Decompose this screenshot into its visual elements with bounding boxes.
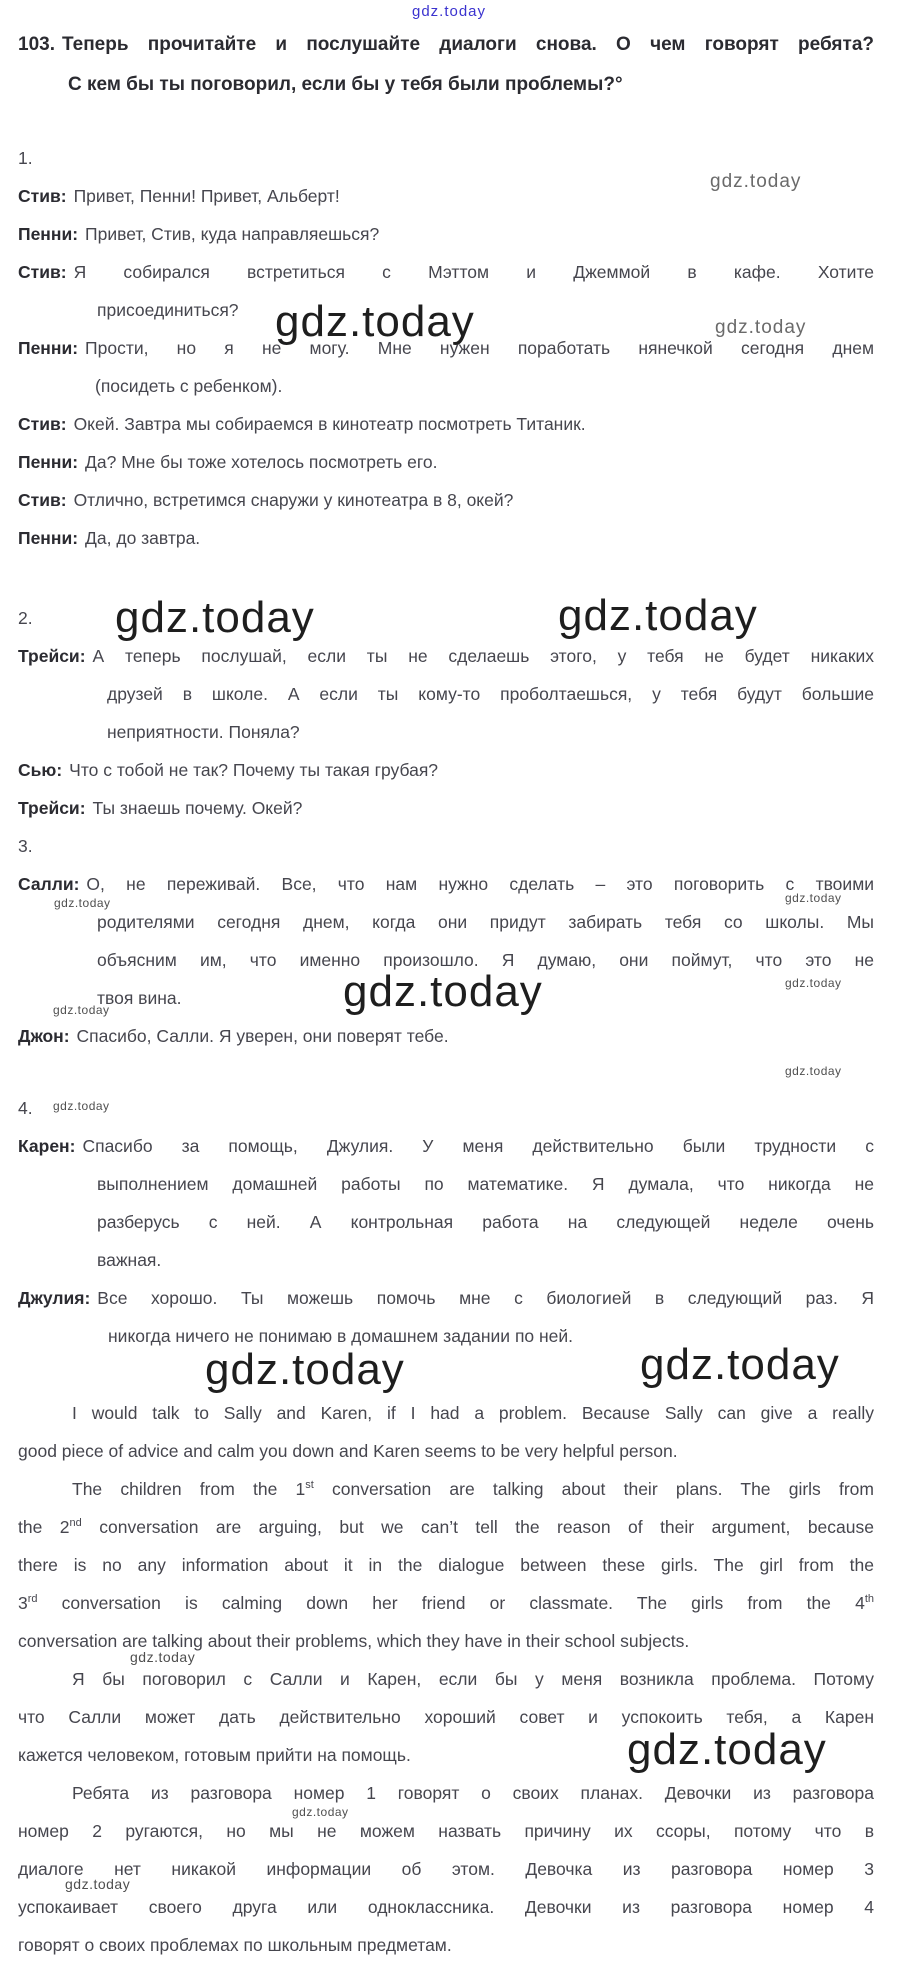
task-title-line1: 103. Теперь прочитайте и послушайте диалоги снова. О чем говорят ребята? <box>18 34 874 55</box>
turn-continuation: объясним им, что именно произошло. Я думаю, они поймут, что это не <box>97 950 874 970</box>
task-title-line2: С кем бы ты поговорил, если бы у тебя были проблемы?° <box>68 74 623 95</box>
speaker-name: Пенни: <box>18 452 79 472</box>
dialogue-turn: Трейси: А теперь послушай, если ты не сделаешь этого, у тебя не будет никаких <box>18 646 874 666</box>
gdz-watermark: gdz.today <box>65 1876 131 1892</box>
gdz-watermark: gdz.today <box>292 1805 349 1819</box>
dialogue-turn: Пенни: Прости, но я не могу. Мне нужен поработать нянечкой сегодня днем <box>18 338 874 358</box>
gdz-watermark: gdz.today <box>130 1649 196 1665</box>
gdz-watermark: gdz.today <box>205 1345 405 1394</box>
answer-en-paragraph-1: I would talk to Sally and Karen, if I had a problem. Because Sally can give a really <box>72 1403 874 1423</box>
speaker-name: Пенни: <box>18 224 79 244</box>
dialogue-number: 3. <box>18 836 33 856</box>
turn-continuation: выполнением домашней работы по математике. Я думала, что никогда не <box>97 1174 874 1194</box>
turn-continuation: присоединиться? <box>97 300 239 320</box>
answer-ru-paragraph-1: Я бы поговорил с Салли и Карен, если бы у меня возникла проблема. Потому <box>72 1669 874 1689</box>
gdz-watermark: gdz.today <box>785 891 842 905</box>
task-heading <box>18 25 874 105</box>
dialogue-turn: Трейси: Ты знаешь почему. Окей? <box>18 798 303 818</box>
dialogue-turn: Сью: Что с тобой не так? Почему ты такая грубая? <box>18 760 439 780</box>
gdz-watermark: gdz.today <box>785 1064 842 1078</box>
dialogue-turn: Джон: Спасибо, Салли. Я уверен, они поверят тебе. <box>18 1026 449 1046</box>
gdz-watermark: gdz.today <box>53 1003 110 1017</box>
dialogue-number: 1. <box>18 148 33 168</box>
dialogue-turn: Пенни: Да? Мне бы тоже хотелось посмотреть его. <box>18 452 438 472</box>
dialogue-turn: Стив: Отлично, встретимся снаружи у кинотеатра в 8, окей? <box>18 490 514 510</box>
answer-en-paragraph-2: 3rd conversation is calming down her friend or classmate. The girls from the 4th <box>18 1593 874 1613</box>
dialogue-number: 4. <box>18 1098 33 1118</box>
gdz-watermark: gdz.today <box>343 967 543 1016</box>
dialogue-number: 2. <box>18 608 33 628</box>
gdz-watermark: gdz.today <box>54 896 111 910</box>
answer-ru-paragraph-2: номер 2 ругаются, но мы не можем назвать причину их ссоры, потому что в <box>18 1821 874 1841</box>
answer-section <box>18 1394 874 1964</box>
answer-ru-paragraph-2: говорят о своих проблемах по школьным предметам. <box>18 1935 452 1955</box>
dialogue-turn: Стив: Я собирался встретиться с Мэттом и Джеммой в кафе. Хотите <box>18 262 874 282</box>
dialogue-3 <box>18 827 874 1055</box>
dialogue-turn: Пенни: Привет, Стив, куда направляешься? <box>18 224 380 244</box>
speaker-name: Трейси: <box>18 798 86 818</box>
speaker-name: Джон: <box>18 1026 70 1046</box>
gdz-watermark: gdz.today <box>710 171 802 192</box>
gdz-watermark: gdz.today <box>275 297 475 346</box>
dialogue-turn: Пенни: Да, до завтра. <box>18 528 201 548</box>
speaker-name: Стив: <box>18 414 67 434</box>
turn-continuation: родителями сегодня днем, когда они придут забирать тебя со школы. Мы <box>97 912 874 932</box>
dialogue-turn: Стив: Привет, Пенни! Привет, Альберт! <box>18 186 340 206</box>
gdz-watermark: gdz.today <box>715 317 807 338</box>
dialogue-turn: Карен: Спасибо за помощь, Джулия. У меня действительно были трудности с <box>18 1136 874 1156</box>
answer-en-paragraph-1: good piece of advice and calm you down and Karen seems to be very helpful person. <box>18 1441 678 1461</box>
answer-ru-paragraph-1: что Салли может дать действительно хороший совет и успокоить тебя, а Карен <box>18 1707 874 1727</box>
speaker-name: Пенни: <box>18 338 79 358</box>
speaker-name: Карен: <box>18 1136 76 1156</box>
answer-ru-paragraph-1: кажется человеком, готовым прийти на помощь. <box>18 1745 411 1765</box>
gdz-watermark: gdz.today <box>640 1340 840 1389</box>
gdz-watermark: gdz.today <box>558 591 758 640</box>
answer-en-paragraph-2: The children from the 1st conversation are talking about their plans. The girls from <box>72 1479 874 1499</box>
gdz-watermark-top-blue: gdz.today <box>411 3 487 20</box>
speaker-name: Джулия: <box>18 1288 91 1308</box>
turn-continuation: никогда ничего не понимаю в домашнем задании по ней. <box>108 1326 574 1346</box>
dialogue-2 <box>18 599 874 827</box>
speaker-name: Пенни: <box>18 528 79 548</box>
dialogue-turn: Джулия: Все хорошо. Ты можешь помочь мне с биологией в следующий раз. Я <box>18 1288 874 1308</box>
answer-ru-paragraph-2: успокаивает своего друга или одноклассника. Девочки из разговора номер 4 <box>18 1897 874 1917</box>
turn-continuation: неприятности. Поняла? <box>107 722 300 742</box>
speaker-name: Сью: <box>18 760 63 780</box>
answer-en-paragraph-2: the 2nd conversation are arguing, but we can’t tell the reason of their argument, because <box>18 1517 874 1537</box>
speaker-name: Трейси: <box>18 646 86 666</box>
gdz-watermark: gdz.today <box>627 1725 827 1774</box>
speaker-name: Стив: <box>18 186 67 206</box>
answer-ru-paragraph-2: Ребята из разговора номер 1 говорят о своих планах. Девочки из разговора <box>72 1783 874 1803</box>
dialogue-1 <box>18 139 874 557</box>
gdz-watermark: gdz.today <box>53 1099 110 1113</box>
turn-continuation: твоя вина. <box>97 988 182 1008</box>
dialogue-turn: Стив: Окей. Завтра мы собираемся в кинотеатр посмотреть Титаник. <box>18 414 586 434</box>
answer-ru-paragraph-2: диалоге нет никакой информации об этом. Девочка из разговора номер 3 <box>18 1859 874 1879</box>
turn-continuation: разберусь с ней. А контрольная работа на следующей неделе очень <box>97 1212 874 1232</box>
turn-continuation: (посидеть с ребенком). <box>95 376 283 396</box>
speaker-name: Стив: <box>18 262 67 282</box>
turn-continuation: друзей в школе. А если ты кому-то проболтаешься, у тебя будут большие <box>107 684 874 704</box>
speaker-name: Салли: <box>18 874 80 894</box>
gdz-watermark: gdz.today <box>115 593 315 642</box>
gdz-watermark: gdz.today <box>785 976 842 990</box>
dialogue-4 <box>18 1089 874 1355</box>
turn-continuation: важная. <box>97 1250 162 1270</box>
answer-en-paragraph-2: conversation are talking about their problems, which they have in their school subjects. <box>18 1631 690 1651</box>
speaker-name: Стив: <box>18 490 67 510</box>
answer-en-paragraph-2: there is no any information about it in the dialogue between these girls. The girl from the <box>18 1555 874 1575</box>
dialogue-turn: Салли: О, не переживай. Все, что нам нужно сделать – это поговорить с твоими <box>18 874 874 894</box>
task-number: 103. <box>18 34 55 55</box>
